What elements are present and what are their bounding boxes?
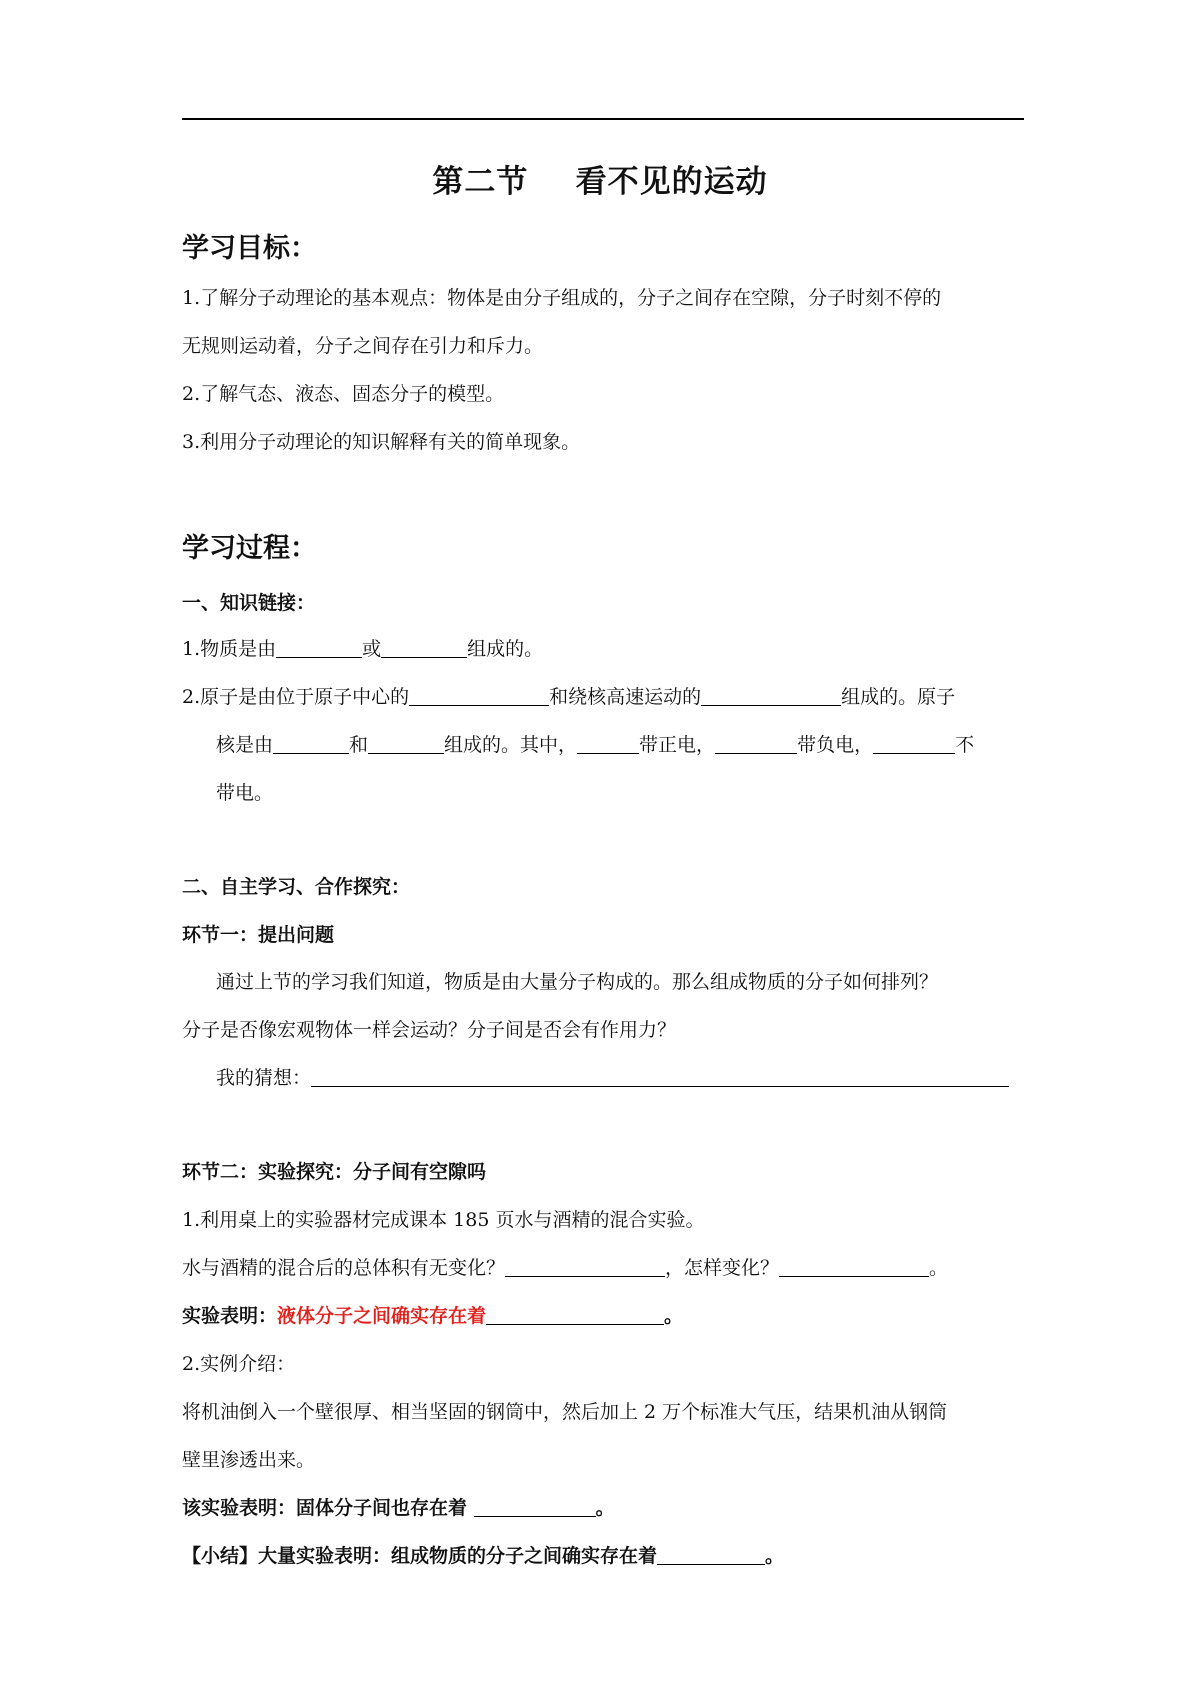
solid-conclusion-text: 该实验表明：固体分子间也存在着	[182, 1497, 468, 1519]
q2-blank-proton[interactable]	[273, 733, 349, 754]
goal-line-2: 无规则运动着，分子之间存在引力和斥力。	[182, 335, 544, 357]
how-change-blank[interactable]	[779, 1256, 929, 1277]
how-change-question: ，怎样变化？	[665, 1257, 780, 1279]
solid-conclusion-end: 。	[595, 1497, 615, 1519]
q2-text-a: 2.原子是由位于原子中心的	[182, 686, 410, 708]
question-2-line-3: 带电。	[216, 782, 274, 804]
goals-heading: 学习目标：	[182, 233, 317, 264]
q2-text-i: 不	[955, 734, 975, 756]
experiment-end: 。	[664, 1305, 684, 1327]
solid-conclusion	[182, 1493, 615, 1520]
step1-paragraph-1: 通过上节的学习我们知道，物质是由大量分子构成的。那么组成物质的分子如何排列？	[216, 971, 939, 993]
volume-change-blank[interactable]	[505, 1256, 665, 1277]
header-rule	[182, 118, 1024, 120]
q2-blank-neutral[interactable]	[873, 733, 955, 754]
q1-text-a: 1.物质是由	[182, 638, 277, 660]
q1-blank-1[interactable]	[276, 637, 362, 658]
section-title: 第二节 看不见的运动	[432, 164, 768, 200]
example-paragraph-1: 将机油倒入一个壁很厚、相当坚固的钢筒中，然后加上 2 万个标准大气压，结果机油从钢筒	[182, 1401, 948, 1423]
question-1	[182, 634, 543, 661]
q2-text-e: 和	[349, 734, 369, 756]
step2-line-2	[182, 1253, 948, 1280]
q2-text-h: 带负电，	[797, 734, 874, 756]
q2-text-d: 核是由	[216, 734, 274, 756]
solid-conclusion-blank[interactable]	[474, 1496, 596, 1517]
q2-text-b: 和绕核高速运动的	[549, 686, 702, 708]
guess-label: 我的猜想：	[216, 1067, 312, 1089]
experiment-conclusion	[182, 1301, 683, 1328]
guess-blank[interactable]	[311, 1066, 1009, 1087]
summary-end: 。	[765, 1545, 785, 1567]
experiment-label: 实验表明：	[182, 1305, 278, 1327]
summary-text: 【小结】大量实验表明：组成物质的分子之间确实存在着	[182, 1545, 658, 1567]
experiment-red-text: 液体分子之间确实存在着	[277, 1305, 487, 1327]
goal-line-3: 2.了解气态、液态、固态分子的模型。	[182, 383, 505, 405]
part2-heading: 二、自主学习、合作探究：	[182, 876, 411, 898]
q2-text-g: 带正电，	[639, 734, 716, 756]
q2-text-f: 组成的。其中，	[444, 734, 578, 756]
q1-text-c: 组成的。	[467, 638, 544, 660]
q1-text-b: 或	[362, 638, 382, 660]
step1-heading: 环节一：提出问题	[182, 924, 335, 946]
example-label: 2.实例介绍：	[182, 1353, 296, 1375]
q2-blank-nucleus[interactable]	[409, 685, 549, 706]
example-paragraph-2: 壁里渗透出来。	[182, 1449, 316, 1471]
guess-line	[216, 1063, 1009, 1090]
step2-line-2-end: 。	[929, 1257, 949, 1279]
q2-text-c: 组成的。原子	[841, 686, 956, 708]
volume-question: 水与酒精的混合后的总体积有无变化？	[182, 1257, 506, 1279]
summary	[182, 1541, 784, 1568]
goal-line-4: 3.利用分子动理论的知识解释有关的简单现象。	[182, 431, 581, 453]
q1-blank-2[interactable]	[381, 637, 467, 658]
experiment-blank[interactable]	[486, 1304, 664, 1325]
summary-blank[interactable]	[657, 1544, 765, 1565]
q2-blank-neutron[interactable]	[368, 733, 444, 754]
q2-blank-negative[interactable]	[715, 733, 797, 754]
step2-heading: 环节二：实验探究：分子间有空隙吗	[182, 1161, 487, 1183]
step1-paragraph-2: 分子是否像宏观物体一样会运动？分子间是否会有作用力？	[182, 1019, 677, 1041]
goal-line-1: 1.了解分子动理论的基本观点：物体是由分子组成的，分子之间存在空隙，分子时刻不停的	[182, 287, 942, 309]
question-2-line-2	[216, 730, 974, 757]
step2-line-1: 1.利用桌上的实验器材完成课本 185 页水与酒精的混合实验。	[182, 1209, 705, 1231]
question-2-line-1	[182, 682, 955, 709]
part1-heading: 一、知识链接：	[182, 592, 316, 614]
q2-blank-electron[interactable]	[701, 685, 841, 706]
process-heading: 学习过程：	[182, 533, 317, 564]
q2-blank-positive[interactable]	[577, 733, 639, 754]
